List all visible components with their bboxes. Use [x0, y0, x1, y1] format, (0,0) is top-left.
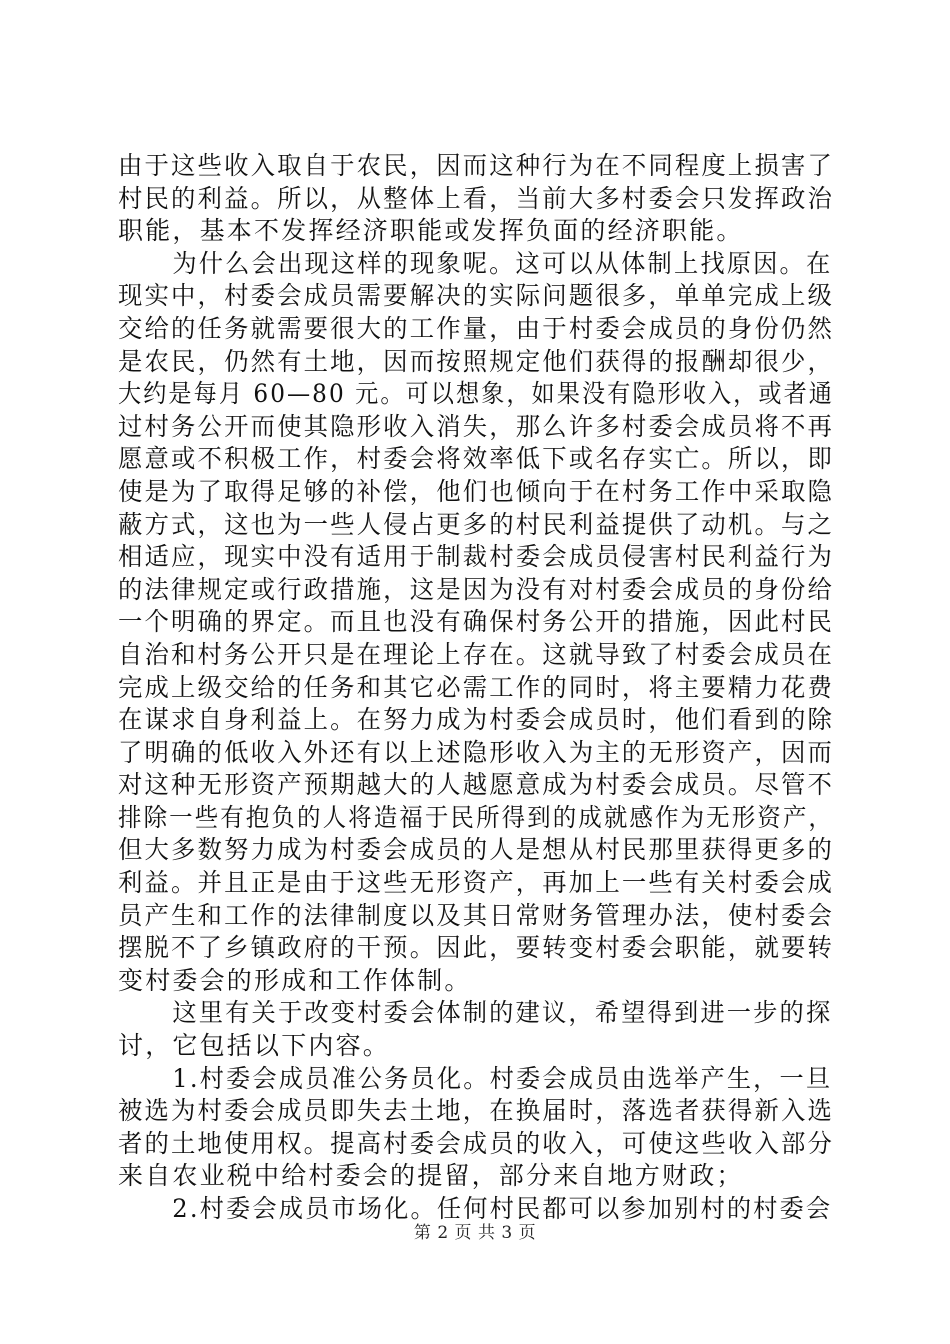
text-line: 来自农业税中给村委会的提留，部分来自地方财政； [118, 1161, 744, 1191]
text-line: 员产生和工作的法律制度以及其日常财务管理办法，使村委会 [118, 900, 834, 930]
text-line: 这里有关于改变村委会体制的建议，希望得到进一步的探 [172, 998, 833, 1028]
text-line: 大约是每月 60—80 元。可以想象，如果没有隐形收入，或者通 [118, 379, 834, 409]
text-line: 变村委会的形成和工作体制。 [118, 965, 472, 995]
text-line: 为什么会出现这样的现象呢。这可以从体制上找原因。在 [172, 248, 833, 278]
text-line: 过村务公开而使其隐形收入消失，那么许多村委会成员将不再 [118, 411, 834, 441]
page-footer: 第 2 页 共 3 页 [413, 1223, 537, 1243]
text-line: 村民的利益。所以，从整体上看，当前大多村委会只发挥政治 [118, 183, 834, 213]
text-line: 排除一些有抱负的人将造福于民所得到的成就感作为无形资产， [118, 802, 834, 832]
text-line: 交给的任务就需要很大的工作量，由于村委会成员的身份仍然 [118, 313, 834, 343]
text-line: 现实中，村委会成员需要解决的实际问题很多，单单完成上级 [118, 281, 834, 311]
text-line: 职能，基本不发挥经济职能或发挥负面的经济职能。 [118, 216, 744, 246]
text-line: 蔽方式，这也为一些人侵占更多的村民利益提供了动机。与之 [118, 509, 834, 539]
text-line: 愿意或不积极工作，村委会将效率低下或名存实亡。所以，即 [118, 444, 834, 474]
text-line: 是农民，仍然有土地，因而按照规定他们获得的报酬却很少， [118, 346, 834, 376]
text-line: 完成上级交给的任务和其它必需工作的同时，将主要精力花费 [118, 672, 834, 702]
text-line: 了明确的低收入外还有以上述隐形收入为主的无形资产，因而 [118, 737, 834, 767]
text-line: 使是为了取得足够的补偿，他们也倾向于在村务工作中采取隐 [118, 476, 834, 506]
text-line: 对这种无形资产预期越大的人越愿意成为村委会成员。尽管不 [118, 770, 834, 800]
text-line: 由于这些收入取自于农民，因而这种行为在不同程度上损害了 [118, 151, 834, 180]
text-line: 自治和村务公开只是在理论上存在。这就导致了村委会成员在 [118, 639, 834, 669]
text-line: 在谋求自身利益上。在努力成为村委会成员时，他们看到的除 [118, 705, 834, 735]
text-line: 利益。并且正是由于这些无形资产，再加上一些有关村委会成 [118, 868, 834, 898]
text-line: 者的土地使用权。提高村委会成员的收入，可使这些收入部分 [118, 1128, 834, 1158]
text-line: 相适应，现实中没有适用于制裁村委会成员侵害村民利益行为 [118, 542, 834, 572]
text-line: 摆脱不了乡镇政府的干预。因此，要转变村委会职能，就要转 [118, 933, 834, 963]
text-line: 讨，它包括以下内容。 [118, 1031, 391, 1061]
text-line: 1.村委会成员准公务员化。村委会成员由选举产生，一旦 [172, 1063, 833, 1093]
text-line: 被选为村委会成员即失去土地，在换届时，落选者获得新入选 [118, 1096, 834, 1126]
body-text [118, 150, 834, 1226]
text-line: 的法律规定或行政措施，这是因为没有对村委会成员的身份给 [118, 574, 834, 604]
text-line: 一个明确的界定。而且也没有确保村务公开的措施，因此村民 [118, 607, 834, 637]
text-line: 2.村委会成员市场化。任何村民都可以参加别村的村委会 [172, 1194, 833, 1223]
text-line: 但大多数努力成为村委会成员的人是想从村民那里获得更多的 [118, 835, 834, 865]
